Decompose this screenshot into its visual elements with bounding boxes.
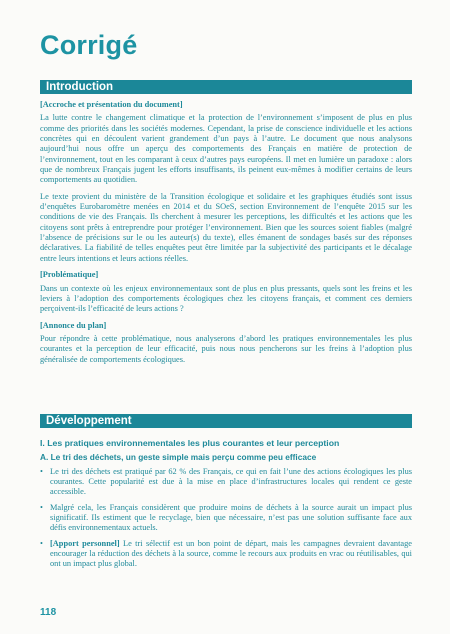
part-1-title: I. Les pratiques environnementales les plus courantes et leur perception [40,438,340,448]
list-item [40,539,412,570]
developpement-body [40,438,412,575]
section-heading-introduction: Introduction [40,80,412,94]
bullet-list [40,467,412,570]
annonce-label: [Annonce du plan] [40,320,107,330]
part-a-title: A. Le tri des déchets, un geste simple mais perçu comme peu efficace [40,452,317,463]
introduction-body [40,100,412,371]
intro-paragraph-4: Pour répondre à cette problématique, nous analyserons d’abord les pratiques environnementales les plus courantes et la perception de leur efficacité, puis nous nous pencherons sur les freins à l’adoption plus généralisée de comportements écologiques. [40,333,412,364]
intro-paragraph-3: Dans un contexte où les enjeux environnementaux sont de plus en plus pressants, quels sont les freins et les leviers à l’adoption des comportements écologiques chez les citoyens français, et comment ces derniers perçoivent-ils l’efficacité de leurs actions ? [40,283,412,314]
intro-paragraph-2: Le texte provient du ministère de la Transition écologique et solidaire et les graphiques étudiés sont issus d’enquêtes Eurobaromètre menées en 2014 et du SOeS, section Environnement de l’enquête 2015 sur les conditions de vie des Français. Ils cherchent à mesurer les perceptions, les difficultés et les actions que les citoyens sont prêts à entreprendre pour protéger l’environnement. Bien que les sources soient fiables (malgré l’absence de précisions sur le ou les auteur(s) du texte), elles émanent de sondages basés sur des réponses déclaratives. La fiabilité de telles enquêtes peut être limitée par la subjectivité des participants et le décalage entre leurs intentions et leurs actions réelles. [40,191,412,263]
intro-paragraph-1: La lutte contre le changement climatique et la protection de l’environnement s’imposent de plus en plus comme des priorités dans les sociétés modernes. Cependant, la prise de conscience individuelle et les actions concrètes qui en découlent varient grandement d’un pays à l’autre. Le document que nous analysons aujourd’hui nous offre un aperçu des comportements des Français en matière de protection de l’environnement, tout en les comparant à ceux d’autres pays européens. Il met en lumière un paradoxe : alors que de nombreux Français jugent les efforts insuffisants, ils peinent eux-mêmes à modifier certains de leurs comportements au quotidien. [40,113,412,185]
accroche-label: [Accroche et présentation du document] [40,100,183,109]
page-number: 118 [40,607,57,618]
list-item: • Malgré cela, les Français considèrent que produire moins de déchets à la source aurait un impact plus significatif. Ils estiment que le recyclage, bien que nécessaire, n’est pas une solution suffisante face aux défis environnementaux actuels. [40,503,412,534]
bullet-3-text: Le tri sélectif est un bon point de départ, mais les campagnes devraient davantage encourager la réduction des déchets à la source, comme le recours aux produits en vrac ou réutilisables, qui ont un impact plus global. [50,538,412,569]
section-heading-developpement: Développement [40,414,412,428]
page-title: Corrigé [40,30,138,60]
problematique-label: [Problématique] [40,270,99,280]
list-item: • Le tri des déchets est pratiqué par 62 % des Français, ce qui en fait l’une des actions écologiques les plus courantes. Cette popularité est due à la mise en place d’infrastructures locales qui rendent ce geste accessible. [40,467,412,498]
apport-personnel-label: [Apport personnel] [50,538,120,548]
